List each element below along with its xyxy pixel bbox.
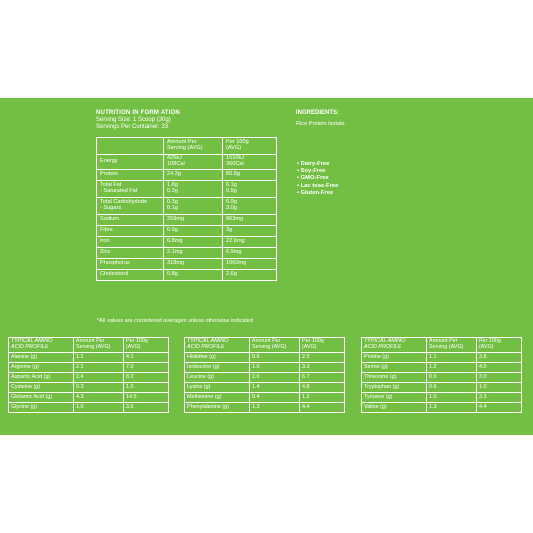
servings-per-container: Servings Per Container: 33	[96, 124, 169, 130]
amino-cell: 7.0	[124, 363, 169, 373]
amino-row	[362, 363, 522, 373]
amino-cell: Threonine (g)	[362, 373, 427, 383]
amino-cell: 2.0	[300, 353, 345, 363]
nutrition-row	[97, 155, 277, 170]
nutrition-cell: 6.1g 0.9g	[223, 180, 277, 197]
ingredients-title: INGREDIENTS:	[296, 110, 340, 116]
amino-cell: 1.2	[427, 363, 477, 373]
amino-row	[362, 353, 522, 363]
amino-cell: 1.3	[250, 403, 300, 413]
amino-cell: 2.1	[74, 363, 124, 373]
amino-cell: 1.0	[250, 363, 300, 373]
amino-header-cell: Amount Per Serving (AVG)	[250, 338, 300, 353]
amino-cell: Cysteine (g)	[9, 383, 74, 393]
nutrition-row	[97, 225, 277, 236]
amino-cell: Tryptophan (g)	[362, 383, 427, 393]
nutrition-row	[97, 269, 277, 280]
amino-row	[185, 383, 345, 393]
amino-cell: 8.2	[124, 373, 169, 383]
amino-header-row	[9, 338, 169, 353]
amino-cell: 0.3	[74, 383, 124, 393]
amino-header-cell: Per 100g (AVG)	[300, 338, 345, 353]
nutrition-cell: Cholesterol	[97, 269, 164, 280]
amino-cell: 4.0	[477, 363, 522, 373]
free-from-item: • GMO-Free	[297, 175, 338, 182]
nutrition-cell: 0.3g 0.1g	[164, 197, 223, 214]
amino-row	[362, 373, 522, 383]
amino-row	[9, 403, 169, 413]
amino-cell: 1.1	[427, 353, 477, 363]
amino-cell: 2.0	[250, 373, 300, 383]
amino-cell: 3.8	[477, 353, 522, 363]
amino-row	[9, 393, 169, 403]
nutrition-table	[96, 137, 277, 281]
nutrition-cell: 0.9g	[164, 225, 223, 236]
nutrition-header-row	[97, 138, 277, 155]
nutrition-cell: 3g	[223, 225, 277, 236]
amino-cell: Lysine (g)	[185, 383, 250, 393]
amino-row	[9, 383, 169, 393]
amino-cell: 3.3	[300, 363, 345, 373]
averages-note: *All values are considered averages unless otherwise indicated	[97, 318, 254, 324]
nutrition-cell: 259mg	[164, 214, 223, 225]
amino-header-cell: TYPICAL AMINO ACID PROFILE	[185, 338, 250, 353]
amino-header-cell: Per 100g (AVG)	[124, 338, 169, 353]
amino-cell: 0.6	[250, 353, 300, 363]
free-from-item: • Dairy-Free	[297, 161, 338, 168]
nutrition-cell: 2.1mg	[164, 247, 223, 258]
amino-header-row	[185, 338, 345, 353]
amino-cell: Methionine (g)	[185, 393, 250, 403]
free-from-item: • Soy-Free	[297, 168, 338, 175]
amino-header-cell: TYPICAL AMINO ACID PROFILE	[9, 338, 74, 353]
nutrition-cell: 6.8mg	[164, 236, 223, 247]
amino-header-cell: Amount Per Serving (AVG)	[427, 338, 477, 353]
amino-cell: 0.9	[427, 373, 477, 383]
amino-table-3	[361, 337, 522, 413]
amino-cell: 3.3	[477, 393, 522, 403]
nutrition-row	[97, 236, 277, 247]
nutrition-row	[97, 258, 277, 269]
amino-row	[362, 403, 522, 413]
amino-cell: 1.4	[250, 383, 300, 393]
amino-table-1	[8, 337, 169, 413]
nutrition-cell: 6.9mg	[223, 247, 277, 258]
amino-cell: 4.4	[300, 403, 345, 413]
nutrition-cell: 0.9g 3.0g	[223, 197, 277, 214]
amino-header-cell: Amount Per Serving (AVG)	[74, 338, 124, 353]
nutrition-cell: Total Carbohydrate - Sugars	[97, 197, 164, 214]
nutrition-header-cell: Per 100g (AVG)	[223, 138, 277, 155]
amino-cell: 3.5	[124, 403, 169, 413]
nutrition-row	[97, 197, 277, 214]
amino-cell: 0.6	[427, 383, 477, 393]
amino-cell: Histidine (g)	[185, 353, 250, 363]
nutrition-cell: Fibre	[97, 225, 164, 236]
amino-cell: 1.3	[427, 403, 477, 413]
amino-cell: Proline (g)	[362, 353, 427, 363]
amino-row	[185, 373, 345, 383]
amino-cell: 0.4	[250, 393, 300, 403]
nutrition-cell: 80.8g	[223, 169, 277, 180]
nutrition-header-cell	[97, 138, 164, 155]
free-from-item: • Gluten-Free	[297, 190, 338, 197]
amino-cell: 1.0	[124, 383, 169, 393]
amino-cell: Phenylalanine (g)	[185, 403, 250, 413]
amino-table-2	[184, 337, 345, 413]
nutrition-cell: Iron	[97, 236, 164, 247]
amino-cell: Glycine (g)	[9, 403, 74, 413]
amino-cell: 14.5	[124, 393, 169, 403]
nutrition-header-cell: Amount Per Serving (AVG)	[164, 138, 223, 155]
amino-row	[362, 383, 522, 393]
nutrition-cell: 318mg	[164, 258, 223, 269]
nutrition-cell: Phosphorus	[97, 258, 164, 269]
nutrition-cell: Energy	[97, 155, 164, 170]
nutrition-cell: 1510kJ 360Cal	[223, 155, 277, 170]
amino-cell: 6.7	[300, 373, 345, 383]
amino-row	[9, 373, 169, 383]
nutrition-cell: 24.3g	[164, 169, 223, 180]
amino-cell: 1.2	[300, 393, 345, 403]
nutrition-cell: 0.8g	[164, 269, 223, 280]
amino-cell: 1.0	[477, 383, 522, 393]
amino-row	[185, 393, 345, 403]
ingredients-text: Rice Protein Isolate.	[296, 121, 347, 127]
serving-size: Serving Size: 1 Scoop (30g)	[96, 117, 171, 123]
amino-cell: 1.2	[74, 353, 124, 363]
nutrition-row	[97, 180, 277, 197]
amino-header-row	[362, 338, 522, 353]
amino-cell: 4.1	[124, 353, 169, 363]
amino-cell: 1.0	[427, 393, 477, 403]
nutrition-cell: 22.6mg	[223, 236, 277, 247]
amino-cell: 2.4	[74, 373, 124, 383]
amino-header-cell: Per 100g (AVG)	[477, 338, 522, 353]
amino-cell: 3.0	[477, 373, 522, 383]
free-from-item: • Lac tose-Free	[297, 183, 338, 190]
nutrition-title: NUTRITION IN FORM ATION	[96, 110, 180, 116]
amino-row	[362, 393, 522, 403]
amino-row	[185, 363, 345, 373]
free-from-list	[297, 161, 338, 197]
amino-cell: Isoleucine (g)	[185, 363, 250, 373]
nutrition-cell: Zinc	[97, 247, 164, 258]
nutrition-row	[97, 214, 277, 225]
nutrition-cell: 1060mg	[223, 258, 277, 269]
nutrition-row	[97, 169, 277, 180]
amino-row	[185, 353, 345, 363]
nutrition-cell: Sodium	[97, 214, 164, 225]
amino-cell: 4.4	[477, 403, 522, 413]
nutrition-cell: 863mg	[223, 214, 277, 225]
amino-cell: 4.8	[300, 383, 345, 393]
amino-cell: Serine (g)	[362, 363, 427, 373]
nutrition-cell: Protein	[97, 169, 164, 180]
amino-cell: 4.3	[74, 393, 124, 403]
amino-header-cell: TYPICAL AMINO ACID PROFILE	[362, 338, 427, 353]
amino-cell: Valine (g)	[362, 403, 427, 413]
amino-cell: Alanine (g)	[9, 353, 74, 363]
nutrition-cell: 2.6g	[223, 269, 277, 280]
amino-cell: Aspartic Acid (g)	[9, 373, 74, 383]
amino-cell: Glutamic Acid (g)	[9, 393, 74, 403]
amino-cell: Tyrosine (g)	[362, 393, 427, 403]
nutrition-cell: 1.8g 0.3g	[164, 180, 223, 197]
amino-row	[9, 363, 169, 373]
amino-row	[9, 353, 169, 363]
amino-cell: 1.0	[74, 403, 124, 413]
nutrition-row	[97, 247, 277, 258]
amino-cell: Leucine (g)	[185, 373, 250, 383]
amino-row	[185, 403, 345, 413]
amino-cell: Arginine (g)	[9, 363, 74, 373]
nutrition-cell: Total Fat - Saturated Fat	[97, 180, 164, 197]
nutrition-cell: 425kJ 108Cal	[164, 155, 223, 170]
